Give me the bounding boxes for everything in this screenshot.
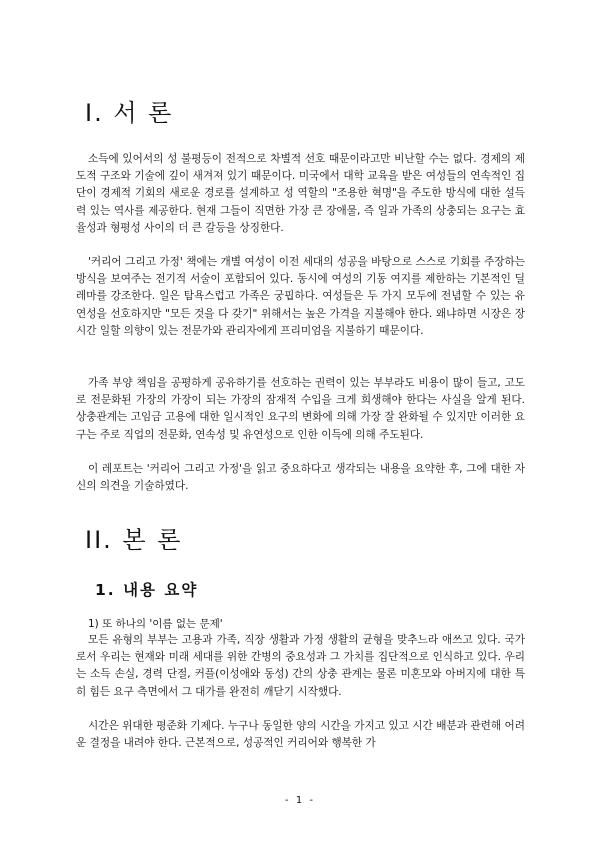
intro-paragraph-4: 이 레포트는 '커리어 그리고 가정'을 읽고 중요하다고 생각되는 내용을 요약한 후, 그에 대한 자신의 의견을 기술하였다. (76, 463, 525, 493)
body-paragraph-2: 시간은 위대한 평준화 기제다. 누구나 동일한 양의 시간을 가지고 있고 시간 배분과 관련해 어려운 결정을 내려야 한다. 근본적으로, 성공적인 커리어와 행복한 가 (76, 720, 525, 750)
section-heading-body: II. 본 론 (85, 526, 183, 554)
section-heading-introduction: I. 서 론 (85, 99, 174, 127)
subsection-heading-summary: 1. 내용 요약 (95, 581, 199, 599)
intro-paragraph-2: '커리어 그리고 가정' 책에는 개별 여성이 이전 세대의 성공을 바탕으로 스스로 기회를 주장하는 방식을 보여주는 전기적 서술이 포함되어 있다. 동시에 여성의 기동 여지를 제한하는 기본적인 딜레마를 강조한다. 일은 탐욕스럽고 가족은 궁핍하다. 여성들은 두 가지 모두에 전념할 수 있는 유연성을 선호하지만 "모든 것을 다 갖기" 위해서는 높은 가격을 지불해야 한다. 왜냐하면 시장은 장시간 일할 의향이 있는 전문가와 관리자에게 프리미엄을 지불하기 때문이다. (76, 256, 525, 337)
item-title: 1) 또 하나의 '이름 없는 문제' (88, 618, 223, 630)
page-number: - 1 - (285, 795, 315, 806)
intro-paragraph-3: 가족 부양 책임을 공평하게 공유하기를 선호하는 권력이 있는 부부라도 비용이 많이 들고, 고도로 전문화된 가장의 가장이 되는 가장의 잠재적 수입을 크게 희생해야 한다는 사실을 알게 된다. 상충관계는 고임금 고용에 대한 일시적인 요구의 변화에 의해 가장 잘 완화될 수 있지만 이러한 요구는 주로 직업의 전문화, 연속성 및 유연성으로 인한 이득에 의해 주도된다. (76, 377, 525, 441)
intro-paragraph-1: 소득에 있어서의 성 불평등이 전적으로 차별적 선호 때문이라고만 비난할 수는 없다. 경제의 제도적 구조와 기술에 깊이 새겨져 있기 때문이다. 미국에서 대학 교육을 받은 여성들의 연속적인 집단이 경제적 기회의 새로운 경로를 설계하고 성 역할의 "조용한 혁명"을 주도한 방식에 대한 설득력 있는 역사를 제공한다. 현재 그들이 직면한 가장 큰 장애물, 즉 일과 가족의 상충되는 요구는 효율성과 형평성 사이의 더 큰 갈등을 상징한다. (76, 153, 525, 234)
body-paragraph-1: 모든 유형의 부부는 고용과 가족, 직장 생활과 가정 생활의 균형을 맞추느라 애쓰고 있다. 국가로서 우리는 현재와 미래 세대를 위한 간병의 중요성과 그 가치를 집단적으로 인식하고 있다. 우리는 소득 손실, 경력 단절, 커플(이성애와 동성) 간의 상충 관계는 물론 미혼모와 아버지에 대한 특히 힘든 요구 측면에서 그 대가를 완전히 깨닫기 시작했다. (76, 634, 525, 698)
